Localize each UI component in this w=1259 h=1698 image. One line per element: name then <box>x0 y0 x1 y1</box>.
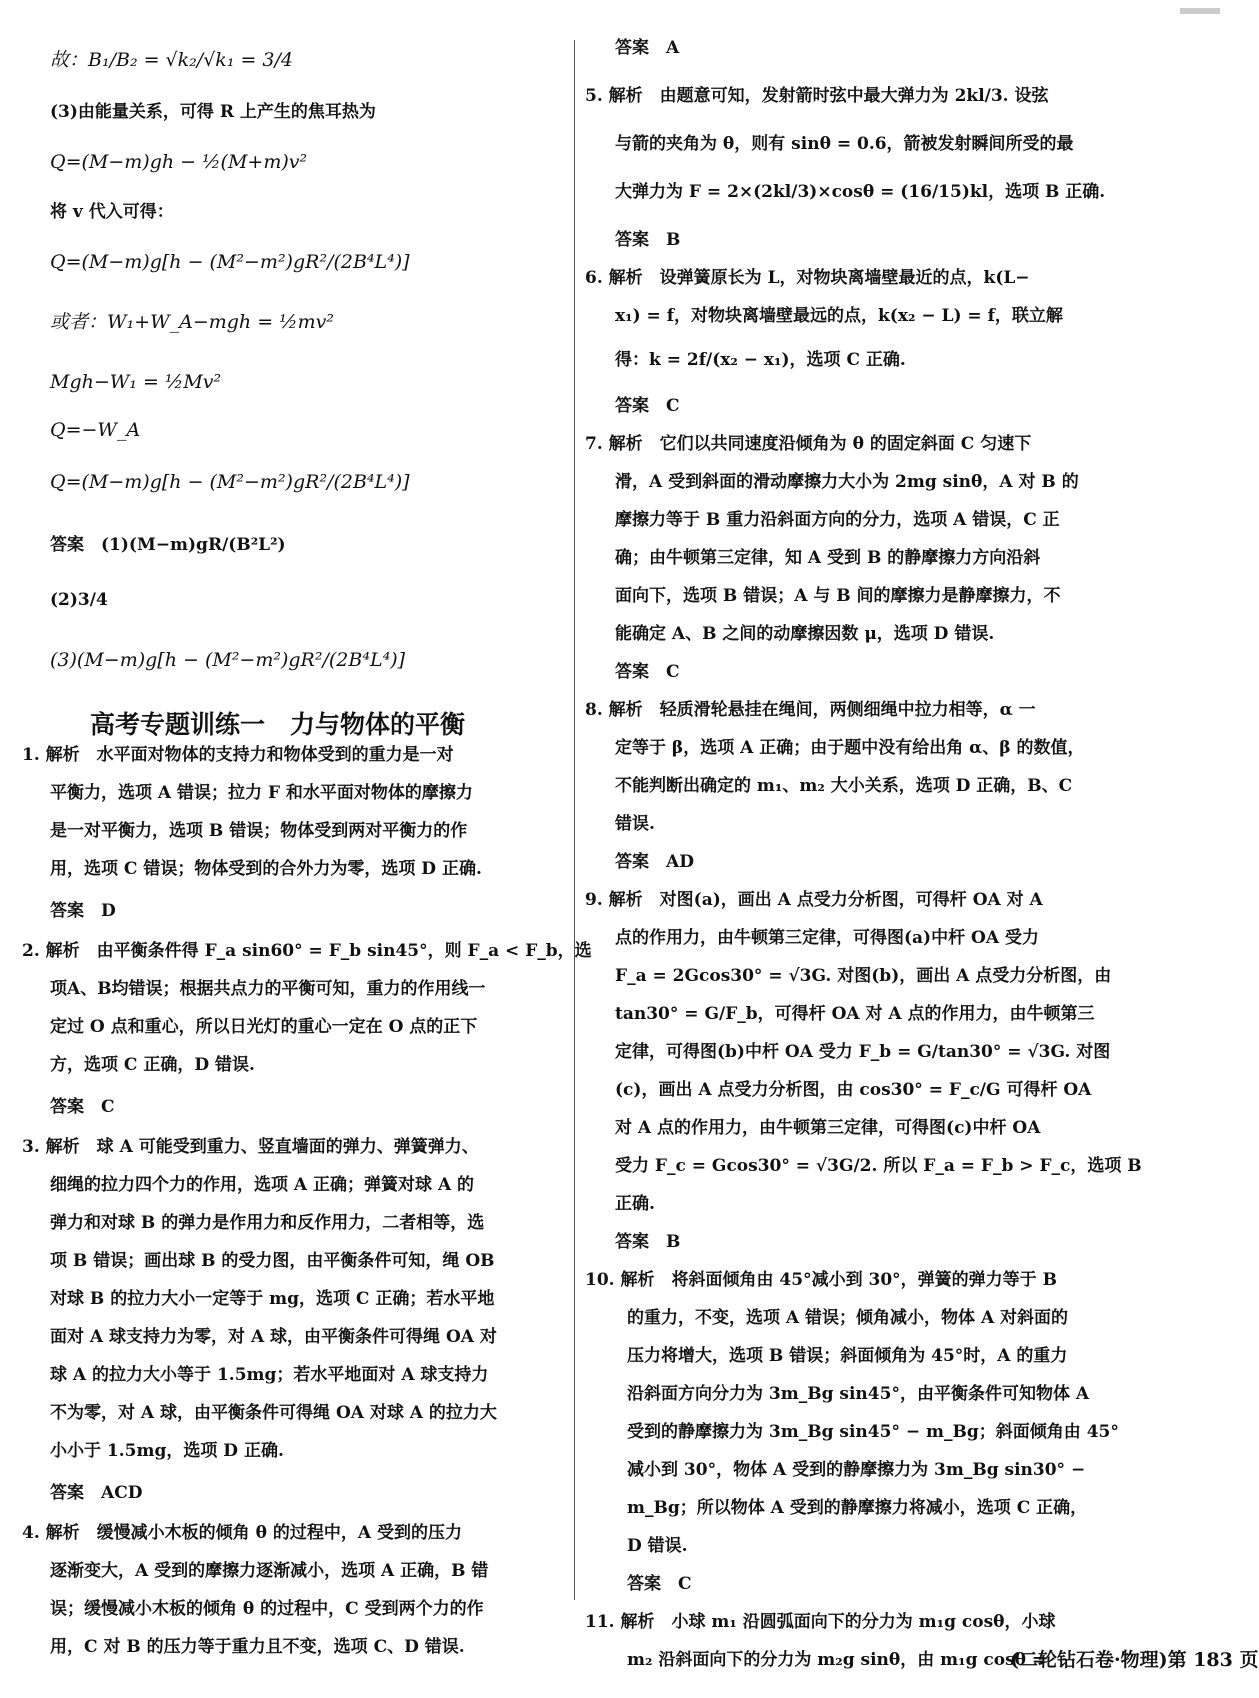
scan-mark <box>1180 8 1220 14</box>
text-line: 7. 解析 它们以共同速度沿倾角为 θ 的固定斜面 C 匀速下 <box>585 434 1032 454</box>
text-line: 答案 A <box>615 38 680 58</box>
text-line: 10. 解析 将斜面倾角由 45°减小到 30°，弹簧的弹力等于 B <box>585 1270 1057 1290</box>
text-line: 的重力，不变，选项 A 错误；倾角减小，物体 A 对斜面的 <box>627 1308 1069 1328</box>
text-line: 8. 解析 轻质滑轮悬挂在绳间，两侧细绳中拉力相等，α 一 <box>585 700 1036 720</box>
text-line: 滑，A 受到斜面的滑动摩擦力大小为 2mg sinθ，A 对 B 的 <box>615 472 1079 492</box>
text-line: Mgh−W₁ = ½Mv² <box>50 371 222 393</box>
text-line: 面对 A 球支持力为零，对 A 球，由平衡条件可得绳 OA 对 <box>50 1327 497 1347</box>
text-line: (c)，画出 A 点受力分析图，由 cos30° = F_c/G 可得杆 OA <box>615 1080 1092 1100</box>
text-line: 逐渐变大，A 受到的摩擦力逐渐减小，选项 A 正确，B 错 <box>50 1561 489 1581</box>
text-line: 平衡力，选项 A 错误；拉力 F 和水平面对物体的摩擦力 <box>50 783 473 803</box>
text-line: x₁) = f，对物块离墙壁最远的点，k(x₂ − L) = f，联立解 <box>615 306 1063 326</box>
text-line: 答案 B <box>615 1232 681 1252</box>
text-line: 错误. <box>615 814 655 834</box>
page-footer: (二轮钻石卷·物理)第 183 页 <box>1010 1649 1259 1671</box>
text-line: 定律，可得图(b)中杆 OA 受力 F_b = G/tan30° = √3G. 对图 <box>615 1042 1111 1062</box>
text-line: 弹力和对球 B 的弹力是作用力和反作用力，二者相等，选 <box>50 1213 485 1233</box>
text-line: (3)(M−m)g[h − (M²−m²)gR²/(2B⁴L⁴)] <box>50 649 406 671</box>
text-line: 答案 C <box>615 396 680 416</box>
text-line: 用，选项 C 错误；物体受到的合外力为零，选项 D 正确. <box>50 859 482 879</box>
text-line: 细绳的拉力四个力的作用，选项 A 正确；弹簧对球 A 的 <box>50 1175 475 1195</box>
text-line: 不能判断出确定的 m₁、m₂ 大小关系，选项 D 正确，B、C <box>615 776 1073 796</box>
text-line: (2)3/4 <box>50 590 108 610</box>
text-line: 项 B 错误；画出球 B 的受力图，由平衡条件可知，绳 OB <box>50 1251 495 1271</box>
text-line: 6. 解析 设弹簧原长为 L，对物块离墙壁最近的点，k(L− <box>585 268 1030 288</box>
text-line: 摩擦力等于 B 重力沿斜面方向的分力，选项 A 错误，C 正 <box>615 510 1060 530</box>
text-line: 沿斜面方向分力为 3m_Bg sin45°，由平衡条件可知物体 A <box>627 1384 1090 1404</box>
text-line: D 错误. <box>627 1536 688 1556</box>
text-line: 9. 解析 对图(a)，画出 A 点受力分析图，可得杆 OA 对 A <box>585 890 1043 910</box>
text-line: 将 v 代入可得： <box>50 202 174 222</box>
text-line: 定过 O 点和重心，所以日光灯的重心一定在 O 点的正下 <box>50 1017 478 1037</box>
text-line: m_Bg；所以物体 A 受到的静摩擦力将减小，选项 C 正确， <box>627 1498 1088 1518</box>
text-line: 答案 B <box>615 230 681 250</box>
text-line: 答案 (1)(M−m)gR/(B²L²) <box>50 535 286 555</box>
text-line: F_a = 2Gcos30° = √3G. 对图(b)，画出 A 点受力分析图，由 <box>615 966 1112 986</box>
text-line: 误；缓慢减小木板的倾角 θ 的过程中，C 受到两个力的作 <box>50 1599 484 1619</box>
text-line: 答案 D <box>50 901 116 921</box>
column-divider <box>574 40 575 1600</box>
text-line: 答案 C <box>50 1097 115 1117</box>
text-line: m₂ 沿斜面向下的分力为 m₂g sinθ，由 m₁g cosθ = <box>627 1650 1047 1670</box>
text-line: 与箭的夹角为 θ，则有 sinθ = 0.6，箭被发射瞬间所受的最 <box>615 134 1074 154</box>
text-line: 面向下，选项 B 错误；A 与 B 间的摩擦力是静摩擦力，不 <box>615 586 1061 606</box>
text-line: 球 A 的拉力大小等于 1.5mg；若水平地面对 A 球支持力 <box>50 1365 489 1385</box>
text-line: 大弹力为 F = 2×(2kl/3)×cosθ = (16/15)kl，选项 B 正确. <box>615 182 1106 202</box>
text-line: 方，选项 C 正确，D 错误. <box>50 1055 255 1075</box>
text-line: 受力 F_c = Gcos30° = √3G/2. 所以 F_a = F_b > F_c，选项 B <box>615 1156 1142 1176</box>
text-line: 是一对平衡力，选项 B 错误；物体受到两对平衡力的作 <box>50 821 468 841</box>
text-line: tan30° = G/F_b，可得杆 OA 对 A 点的作用力，由牛顿第三 <box>615 1004 1095 1024</box>
text-line: 压力将增大，选项 B 错误；斜面倾角为 45°时，A 的重力 <box>627 1346 1068 1366</box>
text-line: 11. 解析 小球 m₁ 沿圆弧面向下的分力为 m₁g cosθ，小球 <box>585 1612 1056 1632</box>
text-line: 不为零，对 A 球，由平衡条件可得绳 OA 对球 A 的拉力大 <box>50 1403 497 1423</box>
text-line: 项A、B均错误；根据共点力的平衡可知，重力的作用线一 <box>50 979 486 999</box>
text-line: (3)由能量关系，可得 R 上产生的焦耳热为 <box>50 102 376 122</box>
text-line: 2. 解析 由平衡条件得 F_a sin60° = F_b sin45°，则 F_a < F_b，选 <box>22 941 592 961</box>
text-line: 减小到 30°，物体 A 受到的静摩擦力为 3m_Bg sin30° − <box>627 1460 1086 1480</box>
text-line: 4. 解析 缓慢减小木板的倾角 θ 的过程中，A 受到的压力 <box>22 1523 462 1543</box>
text-line: 点的作用力，由牛顿第三定律，可得图(a)中杆 OA 受力 <box>615 928 1039 948</box>
text-line: Q=(M−m)g[h − (M²−m²)gR²/(2B⁴L⁴)] <box>50 471 410 493</box>
text-line: Q=(M−m)gh − ½(M+m)v² <box>50 151 308 173</box>
text-line: 答案 C <box>627 1574 692 1594</box>
text-line: 答案 AD <box>615 852 694 872</box>
text-line: 故：B₁/B₂ = √k₂/√k₁ = 3/4 <box>50 49 294 71</box>
text-line: 1. 解析 水平面对物体的支持力和物体受到的重力是一对 <box>22 745 454 765</box>
text-line: 对球 B 的拉力大小一定等于 mg，选项 C 正确；若水平地 <box>50 1289 495 1309</box>
text-line: Q=−W_A <box>50 419 141 441</box>
text-line: 得：k = 2f/(x₂ − x₁)，选项 C 正确. <box>615 350 906 370</box>
text-line: 5. 解析 由题意可知，发射箭时弦中最大弹力为 2kl/3. 设弦 <box>585 86 1049 106</box>
text-line: 答案 ACD <box>50 1483 143 1503</box>
text-line: 用，C 对 B 的压力等于重力且不变，选项 C、D 错误. <box>50 1637 465 1657</box>
text-line: 3. 解析 球 A 可能受到重力、竖直墙面的弹力、弹簧弹力、 <box>22 1137 479 1157</box>
text-line: 定等于 β，选项 A 正确；由于题中没有给出角 α、β 的数值， <box>615 738 1085 758</box>
section-heading: 高考专题训练一 力与物体的平衡 <box>90 710 466 739</box>
text-line: 确；由牛顿第三定律，知 A 受到 B 的静摩擦力方向沿斜 <box>615 548 1041 568</box>
text-line: 受到的静摩擦力为 3m_Bg sin45° − m_Bg；斜面倾角由 45° <box>627 1422 1119 1442</box>
text-line: 正确. <box>615 1194 655 1214</box>
text-line: 答案 C <box>615 662 680 682</box>
text-line: 小小于 1.5mg，选项 D 正确. <box>50 1441 284 1461</box>
text-line: 能确定 A、B 之间的动摩擦因数 μ，选项 D 错误. <box>615 624 995 644</box>
text-line: 对 A 点的作用力，由牛顿第三定律，可得图(c)中杆 OA <box>615 1118 1041 1138</box>
text-line: 或者：W₁+W_A−mgh = ½mv² <box>50 311 334 333</box>
text-line: Q=(M−m)g[h − (M²−m²)gR²/(2B⁴L⁴)] <box>50 251 410 273</box>
